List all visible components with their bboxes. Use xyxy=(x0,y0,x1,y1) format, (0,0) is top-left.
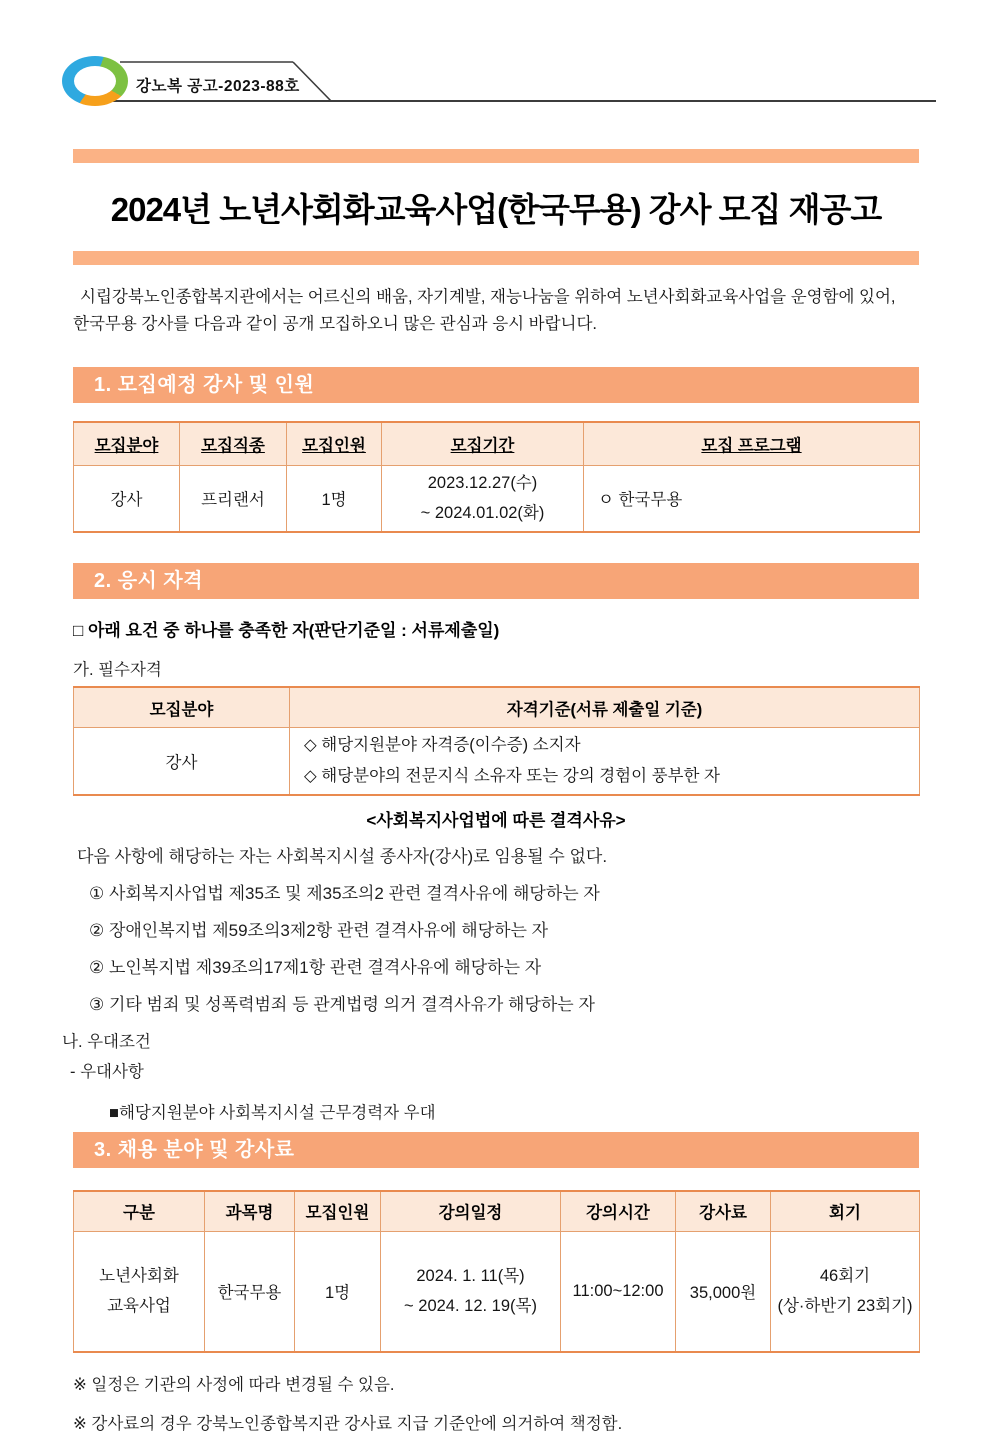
sessions-line2: (상·하반기 23회기) xyxy=(777,1297,913,1316)
disqualification-item: ③ 기타 범죄 및 성폭력범죄 등 관계법령 의거 결격사유가 해당하는 자 xyxy=(89,994,595,1014)
cell-count3: 1명 xyxy=(295,1232,381,1352)
disqualification-item: ② 장애인복지법 제59조의3제2항 관련 결격사유에 해당하는 자 xyxy=(89,920,549,940)
title-accent-bar-top xyxy=(73,149,919,163)
col-header-field: 모집분야 xyxy=(74,422,180,465)
hiring-table-header-row xyxy=(74,1191,920,1232)
preference-sub-item: - 우대사항 xyxy=(70,1062,144,1081)
disqualification-title: <사회복지사업법에 따른 결격사유> xyxy=(366,810,626,830)
cell-field: 강사 xyxy=(74,465,180,532)
qualification-table-data-row xyxy=(74,728,920,795)
col-header-time: 강의시간 xyxy=(561,1191,676,1232)
col-header-program: 모집 프로그램 xyxy=(584,422,920,465)
title-accent-bar-bottom xyxy=(73,251,919,265)
hiring-table-data-row xyxy=(74,1232,920,1352)
sub-label-required: 가. 필수자격 xyxy=(73,660,162,679)
recruit-table xyxy=(73,421,920,533)
col-header-field2: 모집분야 xyxy=(74,687,290,728)
category-line1: 노년사회화 xyxy=(99,1266,179,1285)
recruit-table-header-row xyxy=(74,422,920,465)
cell-category xyxy=(74,1232,205,1352)
schedule-line1: 2024. 1. 11(목) xyxy=(416,1266,525,1285)
cell-schedule xyxy=(381,1232,561,1352)
period-line2: ~ 2024.01.02(화) xyxy=(420,504,545,523)
organization-swirl-logo-icon xyxy=(62,56,128,106)
period-line1: 2023.12.27(수) xyxy=(427,473,538,492)
footnote: ※ 강사료의 경우 강북노인종합복지관 강사료 지급 기준안에 의거하여 책정함. xyxy=(73,1414,623,1433)
section2-heading: 2. 응시 자격 xyxy=(73,563,919,599)
cell-criteria xyxy=(290,728,920,795)
cell-count: 1명 xyxy=(287,465,382,532)
col-header-schedule: 강의일정 xyxy=(381,1191,561,1232)
col-header-count: 모집인원 xyxy=(287,422,382,465)
col-header-count3: 모집인원 xyxy=(295,1191,381,1232)
stamp-box-lines xyxy=(0,0,992,128)
criteria-line2: ◇ 해당분야의 전문지식 소유자 또는 강의 경험이 풍부한 자 xyxy=(304,766,720,785)
cell-period xyxy=(382,465,584,532)
hiring-table xyxy=(73,1190,920,1353)
cell-sessions xyxy=(771,1232,920,1352)
requirement-note: □ 아래 요건 중 하나를 충족한 자(판단기준일 : 서류제출일) xyxy=(73,620,500,640)
cell-program: ㅇ 한국무용 xyxy=(584,465,920,532)
sessions-line1: 46회기 xyxy=(819,1266,871,1285)
col-header-criteria: 자격기준(서류 제출일 기준) xyxy=(290,687,920,728)
col-header-job-type: 모집직종 xyxy=(180,422,287,465)
doc-number: 강노복 공고-2023-88호 xyxy=(136,78,300,95)
cell-subject: 한국무용 xyxy=(205,1232,295,1352)
col-header-fee: 강사료 xyxy=(676,1191,771,1232)
sub-label-preference: 나. 우대조건 xyxy=(62,1032,151,1051)
section1-heading: 1. 모집예정 강사 및 인원 xyxy=(73,367,919,403)
footnote: ※ 일정은 기관의 사정에 따라 변경될 수 있음. xyxy=(73,1375,395,1394)
recruit-table-data-row xyxy=(74,465,920,532)
cell-job-type: 프리랜서 xyxy=(180,465,287,532)
document-header xyxy=(0,0,992,128)
cell-field2: 강사 xyxy=(74,728,290,795)
col-header-period: 모집기간 xyxy=(382,422,584,465)
col-header-sessions: 회기 xyxy=(771,1191,920,1232)
disqualification-item: ① 사회복지사업법 제35조 및 제35조의2 관련 결격사유에 해당하는 자 xyxy=(89,883,600,903)
col-header-category: 구분 xyxy=(74,1191,205,1232)
qualification-table xyxy=(73,686,920,796)
disqualification-intro: 다음 사항에 해당하는 자는 사회복지시설 종사자(강사)로 임용될 수 없다. xyxy=(77,846,608,866)
category-line2: 교육사업 xyxy=(107,1297,171,1316)
col-header-subject: 과목명 xyxy=(205,1191,295,1232)
qualification-table-header-row xyxy=(74,687,920,728)
cell-fee: 35,000원 xyxy=(676,1232,771,1352)
section3-heading: 3. 채용 분야 및 강사료 xyxy=(73,1132,919,1168)
schedule-line2: ~ 2024. 12. 19(목) xyxy=(404,1297,537,1316)
page-title: 2024년 노년사회화교육사업(한국무용) 강사 모집 재공고 xyxy=(110,191,882,228)
criteria-line1: ◇ 해당지원분야 자격증(이수증) 소지자 xyxy=(304,736,581,755)
preference-bullet: ■해당지원분야 사회복지시설 근무경력자 우대 xyxy=(109,1103,436,1122)
cell-time: 11:00~12:00 xyxy=(561,1232,676,1352)
intro-paragraph: 시립강북노인종합복지관에서는 어르신의 배움, 자기계발, 재능나눔을 위하여 노년사회화교육사업을 운영함에 있어, 한국무용 강사를 다음과 같이 공개 모집하오니 많은 관심과 응시 바랍니다. xyxy=(73,288,896,333)
disqualification-item: ② 노인복지법 제39조의17제1항 관련 결격사유에 해당하는 자 xyxy=(89,957,542,977)
